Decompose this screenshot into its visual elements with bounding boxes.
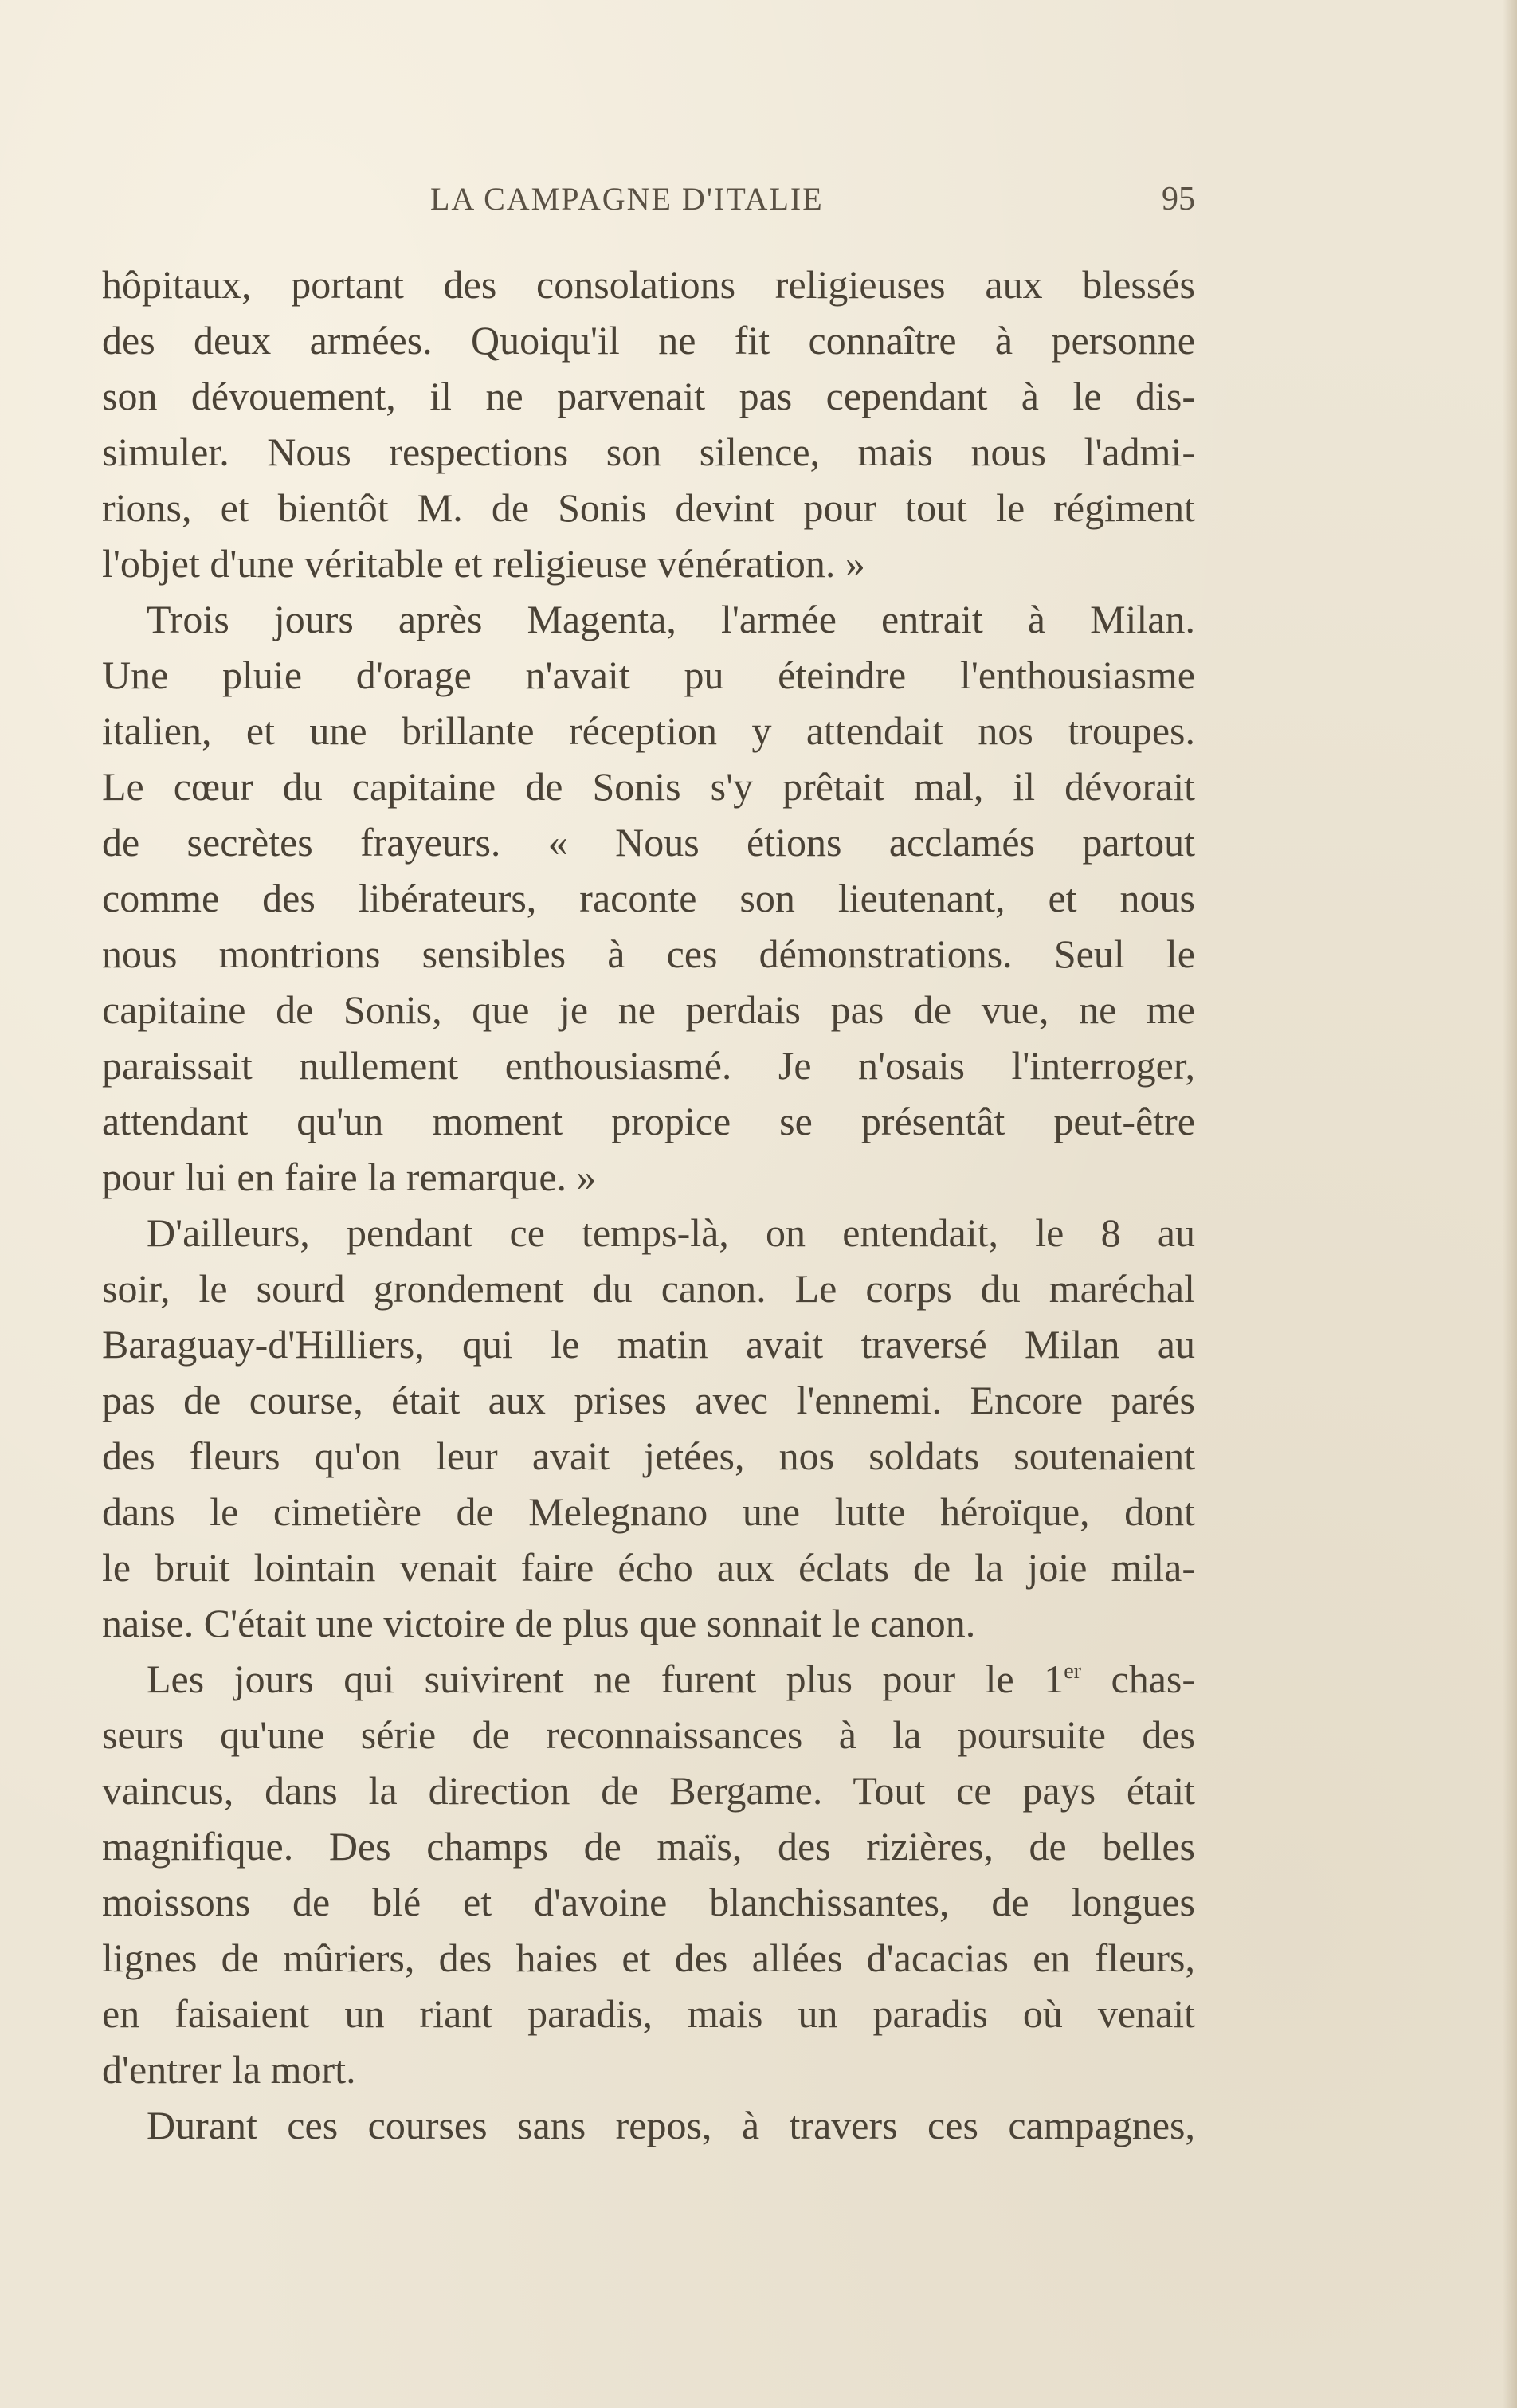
text-line: magnifique. Des champs de maïs, des rizières, de belles bbox=[102, 1824, 1195, 1869]
text-line: le bruit lointain venait faire écho aux éclats de la joie mila- bbox=[102, 1545, 1195, 1590]
text-line: comme des libérateurs, raconte son lieutenant, et nous bbox=[102, 876, 1195, 920]
text-line: naise. C'était une victoire de plus que sonnait le canon. bbox=[102, 1601, 976, 1645]
line-text: Les jours qui suivirent ne furent plus pour le 1 bbox=[147, 1657, 1064, 1701]
text-line: des fleurs qu'on leur avait jetées, nos soldats soutenaient bbox=[102, 1433, 1195, 1478]
text-line: rions, et bientôt M. de Sonis devint pour tout le régiment bbox=[102, 485, 1195, 530]
running-head bbox=[102, 180, 1195, 228]
text-line: attendant qu'un moment propice se présentât peut-être bbox=[102, 1099, 1195, 1143]
text-line: paraissait nullement enthousiasmé. Je n'osais l'interroger, bbox=[102, 1043, 1195, 1088]
text-line: Une pluie d'orage n'avait pu éteindre l'enthousiasme bbox=[102, 653, 1195, 697]
text-line: nous montrions sensibles à ces démonstrations. Seul le bbox=[102, 931, 1195, 976]
body-text bbox=[102, 257, 1195, 2153]
text-line: vaincus, dans la direction de Bergame. Tout ce pays était bbox=[102, 1768, 1195, 1813]
text-line: lignes de mûriers, des haies et des allées d'acacias en fleurs, bbox=[102, 1935, 1195, 1980]
text-line: seurs qu'une série de reconnaissances à la poursuite des bbox=[102, 1712, 1195, 1757]
text-line: moissons de blé et d'avoine blanchissantes, de longues bbox=[102, 1880, 1195, 1924]
text-line: en faisaient un riant paradis, mais un paradis où venait bbox=[102, 1991, 1195, 2036]
page-edge-shadow bbox=[1503, 0, 1517, 2408]
text-line: dans le cimetière de Melegnano une lutte héroïque, dont bbox=[102, 1489, 1195, 1534]
text-line: l'objet d'une véritable et religieuse vénération. » bbox=[102, 541, 865, 586]
text-line: italien, et une brillante réception y attendait nos troupes. bbox=[102, 708, 1195, 753]
text-line: simuler. Nous respections son silence, mais nous l'admi- bbox=[102, 429, 1195, 474]
text-line: des deux armées. Quoiqu'il ne fit connaître à personne bbox=[102, 318, 1195, 363]
paragraph-start-line bbox=[102, 1651, 1195, 1707]
text-line: de secrètes frayeurs. « Nous étions acclamés partout bbox=[102, 820, 1195, 865]
running-title: LA CAMPAGNE D'ITALIE bbox=[430, 181, 824, 217]
line-text-tail: chas- bbox=[1081, 1657, 1195, 1701]
ordinal-superscript: er bbox=[1064, 1659, 1081, 1684]
text-line: son dévouement, il ne parvenait pas cependant à le dis- bbox=[102, 374, 1195, 418]
paragraph-start-line: Trois jours après Magenta, l'armée entrait à Milan. bbox=[147, 597, 1195, 641]
paragraph-start-line: Durant ces courses sans repos, à travers ces campagnes, bbox=[147, 2103, 1195, 2147]
text-line: soir, le sourd grondement du canon. Le corps du maréchal bbox=[102, 1266, 1195, 1311]
text-line: Le cœur du capitaine de Sonis s'y prêtait mal, il dévorait bbox=[102, 764, 1195, 809]
page-number: 95 bbox=[1162, 181, 1195, 218]
text-line: Baraguay-d'Hilliers, qui le matin avait traversé Milan au bbox=[102, 1322, 1195, 1367]
paragraph-start-line: D'ailleurs, pendant ce temps-là, on entendait, le 8 au bbox=[147, 1210, 1195, 1255]
text-line: d'entrer la mort. bbox=[102, 2047, 356, 2092]
text-line: pas de course, était aux prises avec l'ennemi. Encore parés bbox=[102, 1378, 1195, 1422]
text-line: pour lui en faire la remarque. » bbox=[102, 1155, 597, 1199]
text-line: capitaine de Sonis, que je ne perdais pas de vue, ne me bbox=[102, 987, 1195, 1032]
text-line: hôpitaux, portant des consolations religieuses aux blessés bbox=[102, 262, 1195, 307]
